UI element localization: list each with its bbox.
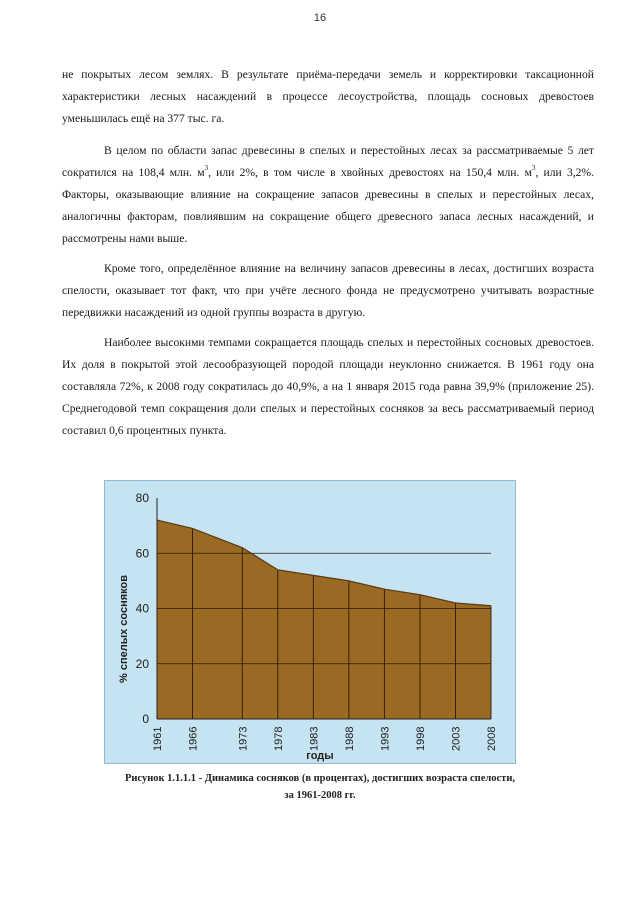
- area-fill: [157, 520, 491, 719]
- caption-line-2: за 1961-2008 гг.: [284, 790, 356, 801]
- x-tick-label: 1998: [414, 726, 427, 751]
- paragraph-3: Кроме того, определённое влияние на величину запасов древесины в лесах, достигших возраста спелости, оказывает тот факт, что при учёте лесного фонда не предусмотрено учитывать возрастные передвижки насаждений из одной группы возраста в другую.: [62, 262, 594, 319]
- y-tick-label: 80: [135, 491, 149, 505]
- x-tick-label: 1966: [187, 726, 200, 751]
- x-tick-label: 1988: [343, 726, 356, 751]
- caption-line-1: Рисунок 1.1.1.1 - Динамика сосняков (в процентах), достигших возраста спелости,: [124, 773, 516, 784]
- x-tick-label: 1983: [308, 726, 321, 751]
- page-number: 16: [313, 12, 327, 24]
- chart-figure: [104, 480, 516, 764]
- figure-caption: [60, 770, 580, 804]
- x-tick-label: 1993: [379, 726, 392, 751]
- x-tick-label: 1973: [237, 726, 250, 751]
- paragraph-4: Наиболее высокими темпами сокращается площадь спелых и перестойных сосновых древостоев. Их доля в покрытой этой лесообразующей породой площади неуклонно снижается. В 1961 году она составляла 72%, к 2008 году сократилась до 40,9%, а на 1 января 2015 года равна 39,9% (приложение 25). Среднегодовой темп сокращения доли спелых и перестойных сосняков за весь рассматриваемый период составил 0,6 процентных пункта.: [62, 336, 594, 437]
- x-tick-label: 2003: [450, 726, 463, 751]
- paragraph-1: не покрытых лесом землях. В результате приёма-передачи земель и корректировки таксационной характеристики лесных насаждений в процессе лесоустройства, площадь сосновых древостоев уменьшилась ещё на 377 тыс. га.: [62, 68, 594, 125]
- area-chart: [105, 481, 517, 765]
- x-tick-label: 2008: [486, 726, 498, 751]
- y-tick-label: 40: [135, 601, 149, 616]
- paragraph-2: В целом по области запас древесины в спелых и перестойных лесах за рассматриваемые 5 лет сократился на 108,4 млн. $м^3$, или 2%, в том числе в хвойных древостоях на 150,4 млн. $м^3$, или 3,2%. Факторы, оказывающие влияние на сокращение запасов древесины в спелых и перестойных лесах, аналогичны факторам, повлиявшим на сокращение общего древесного запаса лесных насаждений, и рассмотрены нами выше.: [62, 144, 594, 245]
- x-tick-label: 1978: [272, 726, 285, 751]
- x-axis-label: годы: [306, 750, 334, 762]
- y-tick-label: 20: [135, 656, 149, 671]
- body-text: [62, 64, 594, 450]
- y-tick-label: 60: [135, 546, 149, 561]
- y-axis-label: % спелых сосняков: [118, 575, 130, 683]
- y-tick-label: 0: [142, 712, 149, 726]
- x-tick-label: 1961: [152, 726, 164, 751]
